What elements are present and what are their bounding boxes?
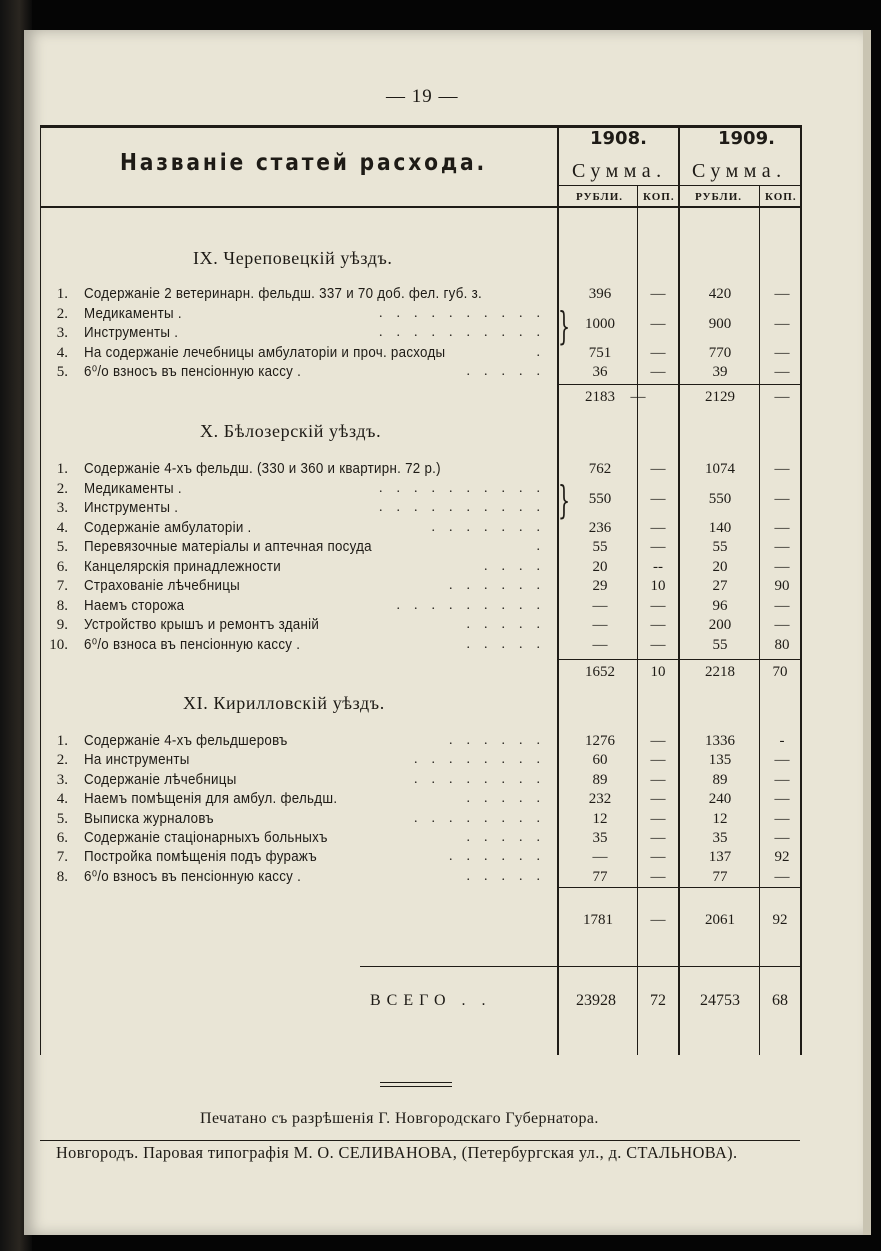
grand-total-kop-1909: 68	[772, 992, 788, 1009]
leader-dots: ..........	[379, 305, 554, 321]
kopecks-1909: —	[774, 316, 790, 332]
row-label: 6⁰/о взноса въ пенсіонную кассу .	[84, 636, 301, 653]
rubles-1908: 35	[592, 830, 608, 846]
rubles-1908: 550	[588, 491, 612, 507]
kopecks-1909: —	[774, 364, 790, 380]
summa-label-1909: Сумма.	[692, 160, 787, 182]
leader-dots: ......	[449, 733, 554, 748]
rubles-1909: 35	[712, 830, 728, 846]
kopecks-1909: —	[774, 830, 790, 846]
rubles-1909: 200	[708, 617, 732, 633]
kopecks-1908: —	[650, 286, 666, 302]
kopecks-1908: 10	[650, 578, 666, 594]
row-number: 5.	[56, 810, 68, 827]
table-row	[40, 286, 800, 306]
section-total-1908: 1781	[583, 912, 613, 928]
row-label: Инструменты .	[84, 325, 179, 341]
year-1908: 1908.	[590, 128, 647, 149]
leader-dots: ......	[449, 849, 554, 865]
row-label: На инструменты	[84, 752, 190, 769]
row-number: 8.	[56, 597, 68, 614]
row-label: Страхованіе лѣчебницы	[84, 578, 240, 594]
kopecks-1909: —	[774, 868, 790, 885]
row-label: Наемъ сторожа	[84, 597, 185, 614]
row-number: 2.	[56, 305, 68, 322]
row-label: 6⁰/о взносъ въ пенсіонную кассу .	[84, 364, 302, 380]
grouping-brace: }	[558, 304, 571, 348]
rubles-1908: 36	[592, 364, 608, 380]
row-number: 1.	[56, 286, 68, 302]
rubles-1909: 55	[712, 636, 728, 653]
table-row	[40, 869, 800, 889]
row-label: 6⁰/о взносъ въ пенсіонную кассу .	[84, 868, 302, 885]
leader-dots: .......	[431, 519, 554, 535]
leader-dots: ........	[414, 752, 554, 768]
section-total-1909: 2218	[705, 664, 735, 680]
table-row	[40, 316, 800, 345]
rubles-1908: 396	[588, 286, 612, 302]
table-row	[40, 345, 800, 365]
kopecks-1908: —	[650, 752, 666, 769]
table-row	[40, 491, 800, 520]
kopecks-1908: —	[650, 597, 666, 614]
leader-dots: .....	[466, 364, 554, 379]
kopecks-1908: —	[650, 636, 666, 653]
kopecks-1909: —	[774, 491, 790, 507]
row-number: 10.	[49, 636, 68, 653]
kopecks-1908: —	[650, 539, 666, 555]
kopecks-1908: —	[650, 810, 666, 827]
leader-dots: ........	[414, 771, 554, 787]
rubli-label: РУБЛИ.	[695, 191, 743, 203]
grand-total-kop-1908: 72	[650, 992, 666, 1009]
table-row	[40, 637, 800, 657]
rubles-1909: 770	[708, 344, 732, 361]
kopecks-1909: -	[779, 733, 785, 749]
row-label: Выписка журналовъ	[84, 810, 214, 827]
rubles-1909: 420	[708, 286, 732, 302]
rubles-1909: 900	[708, 316, 732, 332]
table-row	[40, 752, 800, 772]
row-number: 6.	[56, 558, 68, 575]
table-row	[40, 461, 800, 481]
row-number: 6.	[56, 830, 68, 846]
kopecks-1908: —	[650, 364, 666, 380]
row-number: 4.	[56, 344, 68, 361]
table-row	[40, 617, 800, 637]
kopecks-1909: —	[774, 810, 790, 827]
section-total-kop-1909: 70	[772, 664, 788, 680]
kopecks-1908: —	[650, 491, 666, 507]
section-total-1908: 2183	[585, 389, 615, 405]
leader-dots: .....	[466, 617, 554, 632]
grand-total-label: ВСЕГО . .	[370, 992, 492, 1009]
table-header-bottom	[40, 206, 802, 208]
rubles-1908: 751	[588, 344, 612, 361]
row-label: Содержаніе 4-хъ фельдшеровъ	[84, 733, 288, 749]
row-number: 3.	[56, 500, 68, 516]
row-label: Наемъ помѣщенія для амбул. фельдш.	[84, 791, 338, 808]
table-row	[40, 364, 800, 384]
summa-label-1908: Сумма.	[572, 160, 667, 182]
rubles-1908: 12	[592, 810, 608, 827]
row-label: Медикаменты .	[84, 480, 182, 497]
rubles-1909: 12	[712, 810, 728, 827]
kopecks-1909: —	[774, 752, 790, 769]
table-top-border	[40, 125, 802, 128]
kopecks-1908: —	[650, 461, 666, 477]
rubles-1908: 232	[588, 791, 612, 808]
leader-dots: .....	[466, 636, 554, 652]
kopecks-1909: —	[774, 539, 790, 555]
rubles-1909: 1336	[705, 733, 735, 749]
rubles-1908: 20	[592, 558, 608, 575]
row-label: Содержаніе стаціонарныхъ больныхъ	[84, 830, 328, 846]
grand-total-1908: 23928	[576, 992, 616, 1009]
rubles-1908: —	[592, 617, 608, 633]
subtotal-line	[557, 659, 802, 660]
row-number: 7.	[56, 849, 68, 866]
kop-label: КОП.	[643, 191, 675, 203]
section-title: IX. Череповецкій уѣздъ.	[193, 248, 393, 268]
row-number: 3.	[56, 325, 68, 341]
table-row	[40, 539, 800, 559]
rubles-1908: 762	[588, 461, 612, 477]
row-label: Содержаніе лѣчебницы	[84, 771, 237, 788]
rubles-1908: 60	[592, 752, 608, 769]
table-row	[40, 830, 800, 850]
footer-rule	[380, 1082, 452, 1083]
row-number: 9.	[56, 617, 68, 633]
kop-label: КОП.	[765, 191, 797, 203]
page-edge	[863, 30, 871, 1235]
leader-dots: ......	[449, 578, 554, 593]
row-number: 2.	[56, 480, 68, 497]
grouping-brace: }	[558, 478, 571, 522]
leader-dots: .	[536, 344, 554, 360]
kopecks-1909: —	[774, 344, 790, 361]
rubles-1909: 96	[712, 597, 728, 614]
row-label: Медикаменты .	[84, 305, 182, 322]
row-label: Устройство крышъ и ремонтъ зданій	[84, 617, 320, 633]
rubles-1909: 137	[708, 849, 732, 866]
kopecks-1909: —	[774, 617, 790, 633]
kopecks-1908: —	[650, 791, 666, 808]
rubles-1909: 135	[708, 752, 732, 769]
row-number: 5.	[56, 364, 68, 380]
kopecks-1908: —	[650, 849, 666, 866]
rubles-1908: —	[592, 636, 608, 653]
section-total-kop-1909: 92	[772, 912, 788, 928]
row-number: 4.	[56, 791, 68, 808]
rubles-1909: 89	[712, 771, 728, 788]
row-label: Перевязочные матеріалы и аптечная посуда	[84, 539, 372, 555]
rubles-1908: 29	[592, 578, 608, 594]
kopecks-1908: —	[650, 771, 666, 788]
section-title: X. Бѣлозерскій уѣздъ.	[200, 421, 382, 441]
table-row	[40, 849, 800, 869]
rubles-1909: 140	[708, 519, 732, 536]
table-row	[40, 811, 800, 831]
kopecks-1908: —	[650, 344, 666, 361]
table-row	[40, 791, 800, 811]
table-title: Названіе статей расхода.	[120, 150, 487, 176]
kopecks-1909: —	[774, 791, 790, 808]
section-total-1909: 2129	[705, 389, 735, 405]
table-row	[40, 772, 800, 792]
rubles-1909: 27	[712, 578, 728, 594]
kopecks-1909: —	[774, 519, 790, 536]
rubles-1909: 240	[708, 791, 732, 808]
row-label: Содержаніе 2 ветеринарн. фельдш. 337 и 70 доб. фел. губ. з.	[84, 286, 482, 302]
rubles-1908: —	[592, 849, 608, 866]
page-number: — 19 —	[386, 86, 459, 107]
leader-dots: ..........	[379, 480, 554, 496]
row-label: Постройка помѣщенія подъ фуражъ	[84, 849, 318, 866]
censorship-note: Печатано съ разрѣшенія Г. Новгородскаго Губернатора.	[200, 1110, 599, 1127]
kopecks-1908: —	[650, 316, 666, 332]
leader-dots: .........	[396, 597, 554, 613]
rubles-1908: 89	[592, 771, 608, 788]
rubles-1908: 236	[588, 519, 612, 536]
row-label: Содержаніе амбулаторіи .	[84, 519, 252, 536]
footer-rule	[380, 1086, 452, 1087]
leader-dots: ........	[414, 810, 554, 826]
grand-total-1909: 24753	[700, 992, 740, 1009]
rubles-1909: 77	[712, 868, 728, 885]
header-sub-line	[557, 185, 802, 186]
leader-dots: ..........	[379, 500, 554, 515]
leader-dots: .....	[466, 791, 554, 807]
printer-imprint: Новгородъ. Паровая типографія М. О. СЕЛИВАНОВА, (Петербургская ул., д. СТАЛЬНОВА).	[56, 1143, 738, 1162]
rubles-1909: 55	[712, 539, 728, 555]
section-total-1909: 2061	[705, 912, 735, 928]
row-label: Инструменты .	[84, 500, 179, 516]
kopecks-1909: —	[774, 771, 790, 788]
kopecks-1909: —	[774, 558, 790, 575]
row-label: Канцелярскія принадлежности	[84, 558, 281, 575]
leader-dots: ..........	[379, 325, 554, 340]
row-label: Содержаніе 4-хъ фельдш. (330 и 360 и квартирн. 72 р.)	[84, 461, 441, 477]
row-number: 4.	[56, 519, 68, 536]
kopecks-1909: —	[774, 461, 790, 477]
year-1909: 1909.	[718, 128, 775, 149]
row-label: На содержаніе лечебницы амбулаторіи и проч. расходы	[84, 344, 446, 361]
section-total-kop-1908: 10	[650, 664, 666, 680]
section-total-kop-1909: —	[774, 389, 790, 405]
row-number: 1.	[56, 461, 68, 477]
kopecks-1909: 80	[774, 636, 790, 653]
kopecks-1909: —	[774, 597, 790, 614]
kopecks-1908: —	[650, 519, 666, 536]
rubles-1908: 1000	[585, 316, 615, 332]
table-row	[40, 559, 800, 579]
row-number: 5.	[56, 539, 68, 555]
kopecks-1908: --	[653, 558, 663, 575]
table-row	[40, 598, 800, 618]
kopecks-1909: —	[774, 286, 790, 302]
section-total-kop-1908: —	[650, 912, 666, 928]
rubles-1908: —	[592, 597, 608, 614]
rubles-1909: 1074	[705, 461, 735, 477]
kopecks-1908: —	[650, 830, 666, 846]
kopecks-1908: —	[650, 617, 666, 633]
rubli-label: РУБЛИ.	[576, 191, 624, 203]
leader-dots: .	[536, 539, 554, 554]
section-title: XI. Кирилловскій уѣздъ.	[183, 693, 385, 713]
table-row	[40, 520, 800, 540]
leader-dots: ....	[484, 558, 554, 574]
leader-dots: .....	[466, 830, 554, 845]
kopecks-1908: —	[650, 868, 666, 885]
rubles-1909: 20	[712, 558, 728, 575]
leader-dots: .....	[466, 868, 554, 884]
section-total-1908: 1652	[585, 664, 615, 680]
rubles-1908: 77	[592, 868, 608, 885]
rubles-1908: 55	[592, 539, 608, 555]
kopecks-1909: 90	[774, 578, 790, 594]
row-number: 7.	[56, 578, 68, 594]
footer-rule	[40, 1140, 800, 1141]
row-number: 8.	[56, 868, 68, 885]
section-total-kop-1908: —	[630, 389, 646, 405]
kopecks-1909: 92	[774, 849, 790, 866]
row-number: 2.	[56, 752, 68, 769]
rubles-1909: 550	[708, 491, 732, 507]
subtotal-line	[557, 384, 802, 385]
rubles-1908: 1276	[585, 733, 615, 749]
row-number: 1.	[56, 733, 68, 749]
row-number: 3.	[56, 771, 68, 788]
table-row	[40, 733, 800, 753]
rubles-1909: 39	[712, 364, 728, 380]
kopecks-1908: —	[650, 733, 666, 749]
table-row	[40, 578, 800, 598]
grand-total-line	[360, 966, 802, 967]
